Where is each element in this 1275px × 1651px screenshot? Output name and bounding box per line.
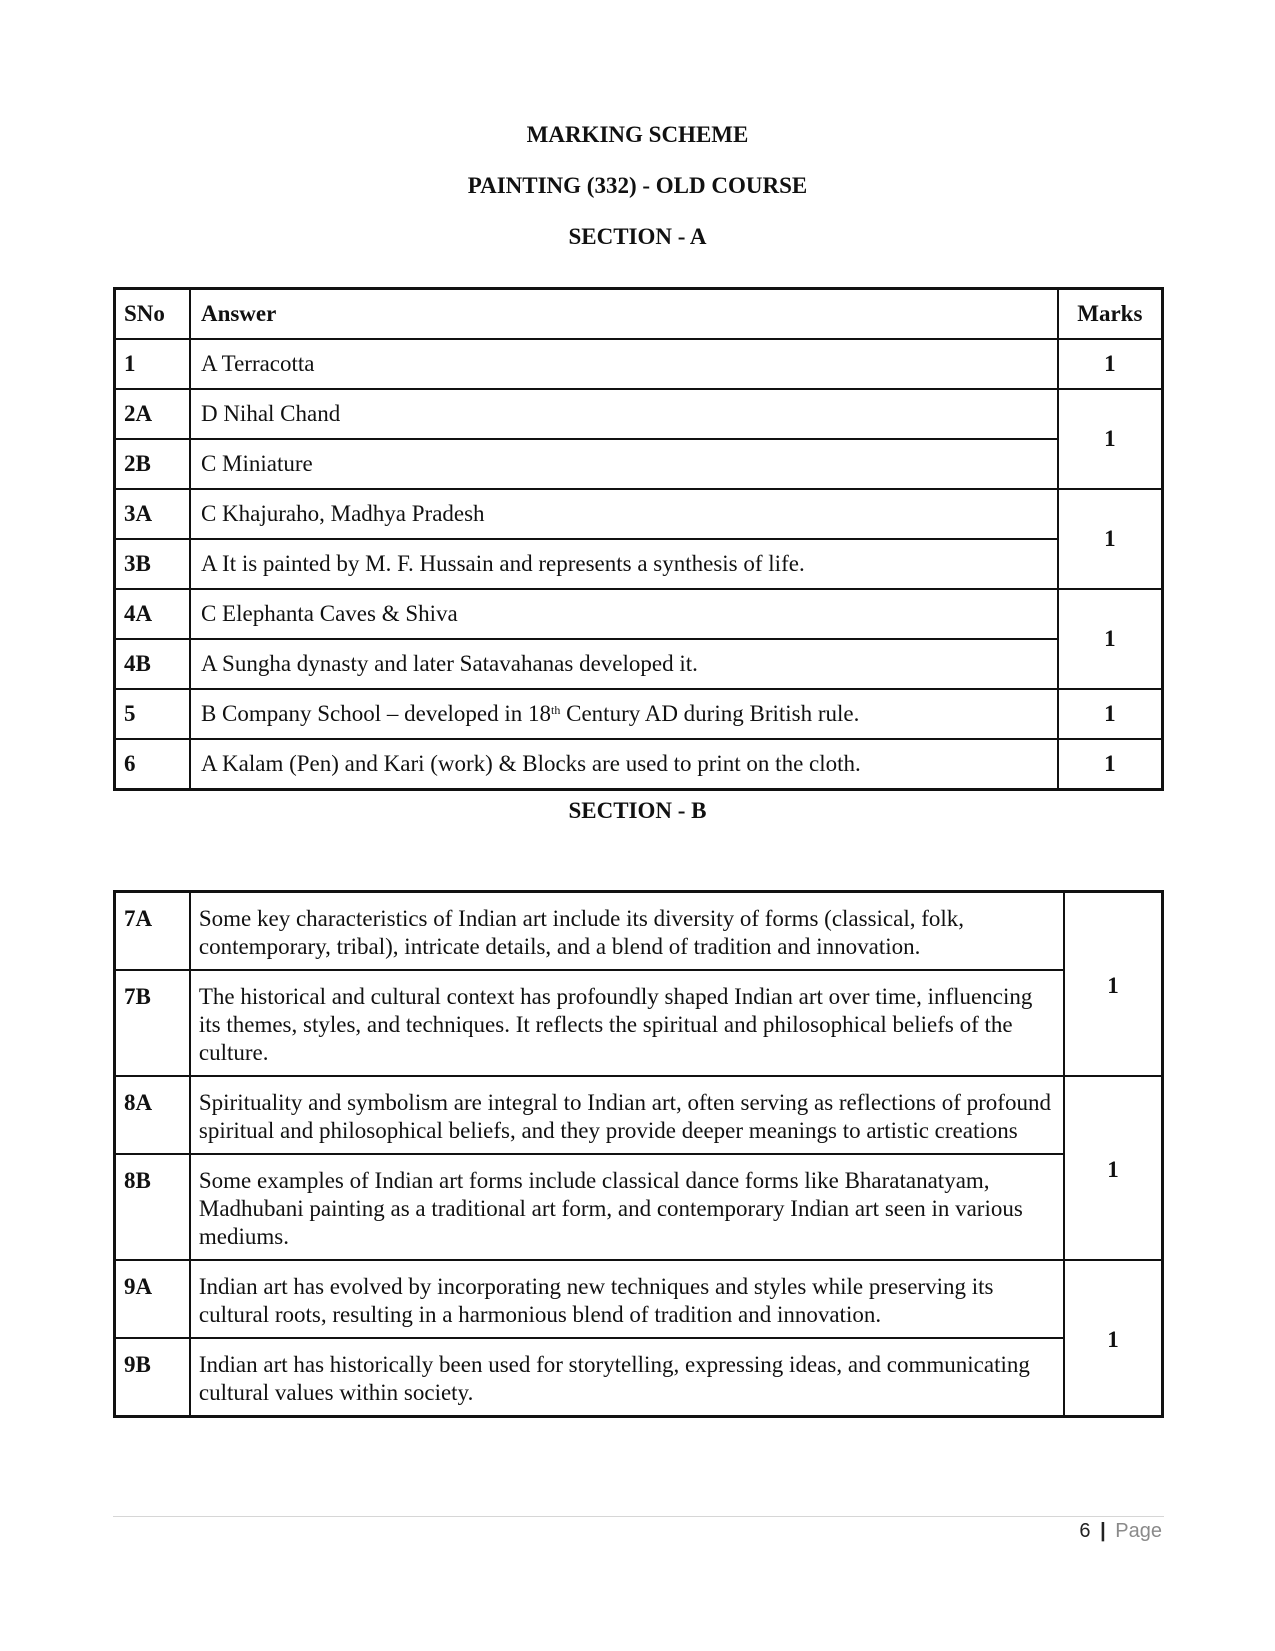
row-marks: 1 — [1058, 389, 1163, 489]
column-header-marks: Marks — [1058, 289, 1163, 340]
table-row — [115, 439, 1163, 489]
row-answer: Some examples of Indian art forms include classical dance forms like Bharatanatyam, Madhubani painting as a traditional art form, and contemporary Indian art seen in various mediums. — [190, 1154, 1064, 1260]
row-answer: C Khajuraho, Madhya Pradesh — [190, 489, 1058, 539]
row-answer — [190, 689, 1058, 739]
table-row — [115, 1076, 1163, 1154]
row-answer: Spirituality and symbolism are integral to Indian art, often serving as reflections of profound spiritual and philosophical beliefs, and they provide deeper meanings to artistic creations — [190, 1076, 1064, 1154]
row-sno: 3B — [115, 539, 190, 589]
row-sno: 6 — [115, 739, 190, 790]
row-sno: 7B — [115, 970, 190, 1076]
row-sno: 4B — [115, 639, 190, 689]
table-row — [115, 539, 1163, 589]
table-row — [115, 639, 1163, 689]
row-sno: 8B — [115, 1154, 190, 1260]
row-answer: A Sungha dynasty and later Satavahanas developed it. — [190, 639, 1058, 689]
table-header-row — [115, 289, 1163, 340]
table-row — [115, 892, 1163, 971]
section-b-heading: SECTION - B — [568, 798, 707, 823]
row-answer: A Terracotta — [190, 339, 1058, 389]
table-row — [115, 1338, 1163, 1417]
row-answer: C Miniature — [190, 439, 1058, 489]
row-sno: 9B — [115, 1338, 190, 1417]
column-header-answer: Answer — [190, 289, 1058, 340]
table-row — [115, 489, 1163, 539]
row-marks: 1 — [1058, 689, 1163, 739]
table-row — [115, 339, 1163, 389]
page-number: 6 — [1079, 1520, 1091, 1542]
row-sno: 2A — [115, 389, 190, 439]
row-marks: 1 — [1058, 339, 1163, 389]
row-answer: Indian art has evolved by incorporating new techniques and styles while preserving its cultural roots, resulting in a harmonious blend of tradition and innovation. — [190, 1260, 1064, 1338]
table-row — [115, 689, 1163, 739]
row-answer: D Nihal Chand — [190, 389, 1058, 439]
page-footer — [1079, 1520, 1162, 1543]
row-answer: A Kalam (Pen) and Kari (work) & Blocks are used to print on the cloth. — [190, 739, 1058, 790]
table-row — [115, 739, 1163, 790]
answer-text: B Company School – developed in 18 — [200, 701, 552, 726]
table-row — [115, 389, 1163, 439]
table-row — [115, 1154, 1163, 1260]
row-sno: 7A — [115, 892, 190, 971]
column-header-sno: SNo — [115, 289, 190, 340]
row-marks: 1 — [1064, 1076, 1162, 1260]
footer-divider — [113, 1516, 1164, 1517]
row-answer: Indian art has historically been used for storytelling, expressing ideas, and communicating cultural values within society. — [190, 1338, 1064, 1417]
table-row — [115, 970, 1163, 1076]
document-subtitle: PAINTING (332) - OLD COURSE — [467, 173, 808, 198]
row-answer: C Elephanta Caves & Shiva — [190, 589, 1058, 639]
row-marks: 1 — [1058, 489, 1163, 589]
row-answer: Some key characteristics of Indian art include its diversity of forms (classical, folk, contemporary, tribal), intricate details, and a blend of tradition and innovation. — [190, 892, 1064, 971]
row-marks: 1 — [1064, 1260, 1162, 1417]
row-marks: 1 — [1058, 589, 1163, 689]
row-sno: 2B — [115, 439, 190, 489]
row-sno: 8A — [115, 1076, 190, 1154]
footer-separator: | — [1100, 1520, 1106, 1542]
table-row — [115, 1260, 1163, 1338]
row-answer: The historical and cultural context has profoundly shaped Indian art over time, influencing its themes, styles, and techniques. It reflects the spiritual and philosophical beliefs of the culture. — [190, 970, 1064, 1076]
row-answer: A It is painted by M. F. Hussain and represents a synthesis of life. — [190, 539, 1058, 589]
row-sno: 9A — [115, 1260, 190, 1338]
row-sno: 5 — [115, 689, 190, 739]
row-sno: 3A — [115, 489, 190, 539]
row-sno: 4A — [115, 589, 190, 639]
section-a-table — [113, 287, 1164, 791]
section-a-heading: SECTION - A — [568, 224, 707, 249]
row-marks: 1 — [1058, 739, 1163, 790]
table-row — [115, 589, 1163, 639]
document-title: MARKING SCHEME — [526, 122, 749, 147]
row-sno: 1 — [115, 339, 190, 389]
ordinal-suffix: th — [551, 703, 561, 717]
answer-text: Century AD during British rule. — [560, 701, 860, 726]
page-label: Page — [1115, 1520, 1162, 1542]
section-b-table — [113, 890, 1164, 1418]
row-marks: 1 — [1064, 892, 1162, 1077]
